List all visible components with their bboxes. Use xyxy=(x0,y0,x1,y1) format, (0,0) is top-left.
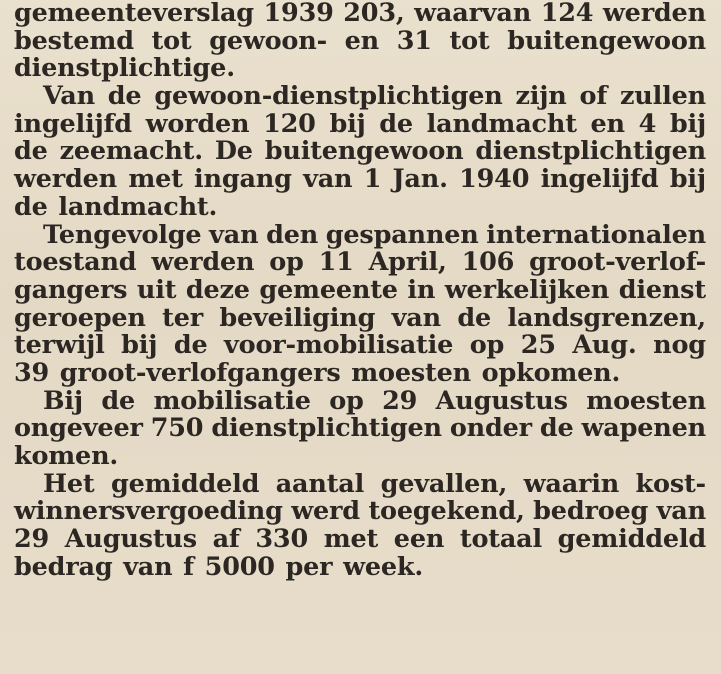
word: gewoon- xyxy=(209,25,327,56)
text-line xyxy=(14,166,706,194)
word: gemeente xyxy=(259,274,398,305)
word: 5000 xyxy=(204,551,275,582)
word: Het xyxy=(43,468,95,499)
word: deze xyxy=(185,274,250,305)
word: waarvan xyxy=(414,0,532,28)
word: dienstplichtigen xyxy=(475,136,706,167)
word: 750 xyxy=(150,413,204,444)
word: op xyxy=(269,247,304,278)
word: groot-verlof- xyxy=(529,247,706,278)
word: 124 xyxy=(540,0,594,28)
word: de xyxy=(173,330,208,361)
word: gemiddeld xyxy=(557,524,706,555)
word: 203, xyxy=(343,0,405,28)
word: tot xyxy=(449,25,490,56)
word: bij xyxy=(121,330,158,361)
word: in xyxy=(407,274,436,305)
word: en xyxy=(344,25,380,56)
word: waarin xyxy=(523,468,620,499)
word: toegekend, xyxy=(368,496,525,527)
word: 4 xyxy=(638,108,657,139)
text-line xyxy=(14,385,706,416)
word: mobilisatie xyxy=(153,385,311,416)
word: geroepen xyxy=(14,302,146,333)
word: worden xyxy=(145,108,250,139)
word: op xyxy=(329,385,364,416)
word: Tengevolge xyxy=(43,219,202,250)
word: 330 xyxy=(255,524,309,555)
paragraph xyxy=(14,468,706,582)
word: met xyxy=(128,164,183,195)
word: per xyxy=(285,551,333,582)
word: De xyxy=(214,136,253,167)
text-line xyxy=(14,302,706,333)
word: dienst xyxy=(618,274,706,305)
word: van xyxy=(656,496,706,527)
word: 39 xyxy=(14,357,50,388)
word: nog xyxy=(653,330,706,361)
word: zijn xyxy=(515,81,567,112)
word: winnersvergoeding xyxy=(14,496,283,527)
word: bij xyxy=(669,108,706,139)
word: week. xyxy=(343,551,424,582)
word: bij xyxy=(329,108,366,139)
word: Aug. xyxy=(572,330,637,361)
word: voor-mobilisatie xyxy=(224,330,454,361)
text-line xyxy=(14,274,706,305)
word: internationalen xyxy=(486,219,706,250)
word: terwijl xyxy=(14,330,105,361)
text-line xyxy=(14,526,706,554)
paragraph xyxy=(14,219,706,388)
text-line xyxy=(14,498,706,526)
word: dienstplichtige. xyxy=(14,53,235,84)
word: moesten xyxy=(351,357,471,388)
word: 106 xyxy=(461,247,515,278)
word: buitengewoon xyxy=(264,136,464,167)
word: van xyxy=(303,164,353,195)
word: bij xyxy=(669,164,706,195)
word: of xyxy=(579,81,608,112)
word: gewoon-dienstplichtigen xyxy=(154,81,503,112)
word: kost- xyxy=(635,468,706,499)
word: gemeenteverslag xyxy=(14,0,254,28)
word: Augustus xyxy=(435,385,568,416)
word: gangers xyxy=(14,274,128,305)
word: de xyxy=(107,81,142,112)
word: landmacht xyxy=(426,108,577,139)
word: landmacht. xyxy=(58,191,218,222)
text-line xyxy=(14,249,706,277)
word: 29 xyxy=(382,385,418,416)
text-line xyxy=(14,468,706,499)
word: 29 xyxy=(14,524,50,555)
word: beveiliging xyxy=(219,302,376,333)
text-line xyxy=(14,191,706,222)
paragraph xyxy=(14,0,706,83)
text-line xyxy=(14,108,706,139)
word: een xyxy=(393,524,445,555)
word: ingang xyxy=(194,164,292,195)
word: 25 xyxy=(520,330,556,361)
word: Bij xyxy=(43,385,83,416)
text-line xyxy=(14,443,706,471)
word: ter xyxy=(162,302,203,333)
word: moesten xyxy=(586,385,706,416)
word: gespannen xyxy=(325,219,479,250)
word: van xyxy=(209,219,259,250)
word: bedroeg xyxy=(533,496,649,527)
word: Augustus xyxy=(64,524,197,555)
text-line xyxy=(14,138,706,166)
word: den xyxy=(266,219,319,250)
word: groot-verlofgangers xyxy=(59,357,341,388)
word: de xyxy=(101,385,135,416)
word: met xyxy=(323,524,379,555)
word: 11 xyxy=(318,247,354,278)
word: bedrag xyxy=(14,551,113,582)
word: de xyxy=(379,108,413,139)
word: 31 xyxy=(396,25,432,56)
word: totaal xyxy=(459,524,542,555)
word: Jan. xyxy=(392,164,448,195)
word: ingelijfd xyxy=(14,108,132,139)
word: van xyxy=(391,302,441,333)
word: werden xyxy=(602,0,706,28)
word: zullen xyxy=(619,81,706,112)
word: op xyxy=(469,330,505,361)
word: April, xyxy=(368,247,447,278)
text-line xyxy=(14,219,706,250)
word: werkelijken xyxy=(444,274,610,305)
word: ongeveer xyxy=(14,413,143,444)
word: Van xyxy=(43,81,95,112)
word: werden xyxy=(151,247,255,278)
word: toestand xyxy=(14,247,137,278)
word: de xyxy=(539,413,574,444)
text-line xyxy=(14,0,706,28)
word: af xyxy=(212,524,240,555)
word: de xyxy=(457,302,492,333)
word: dienstplichtigen xyxy=(211,413,442,444)
word: bestemd xyxy=(14,25,134,56)
word: 1940 xyxy=(459,164,530,195)
paragraph xyxy=(14,83,706,221)
word: gemiddeld xyxy=(110,468,260,499)
word: werd xyxy=(291,496,360,527)
word: en xyxy=(590,108,625,139)
word: f xyxy=(183,551,194,582)
word: van xyxy=(123,551,173,582)
text-line xyxy=(14,357,706,388)
word: de xyxy=(14,136,48,167)
word: 120 xyxy=(263,108,316,139)
word: 1 xyxy=(363,164,382,195)
word: wapenen xyxy=(581,413,706,444)
article-body xyxy=(14,0,706,581)
word: tot xyxy=(151,25,192,56)
word: zeemacht. xyxy=(59,136,203,167)
word: ingelijfd xyxy=(540,164,659,195)
text-line xyxy=(14,415,706,443)
text-line xyxy=(14,83,706,111)
word: opkomen. xyxy=(481,357,621,388)
paragraph xyxy=(14,385,706,471)
word: 1939 xyxy=(263,0,334,28)
word: buitengewoon xyxy=(507,25,706,56)
word: komen. xyxy=(14,441,119,471)
word: uit xyxy=(136,274,177,305)
text-line xyxy=(14,55,706,83)
word: de xyxy=(14,191,48,222)
word: werden xyxy=(14,164,118,195)
text-line xyxy=(14,332,706,360)
word: onder xyxy=(449,413,532,444)
text-line xyxy=(14,551,706,582)
word: gevallen, xyxy=(380,468,508,499)
word: aantal xyxy=(275,468,365,499)
word: landsgrenzen, xyxy=(507,302,706,333)
text-line xyxy=(14,25,706,56)
